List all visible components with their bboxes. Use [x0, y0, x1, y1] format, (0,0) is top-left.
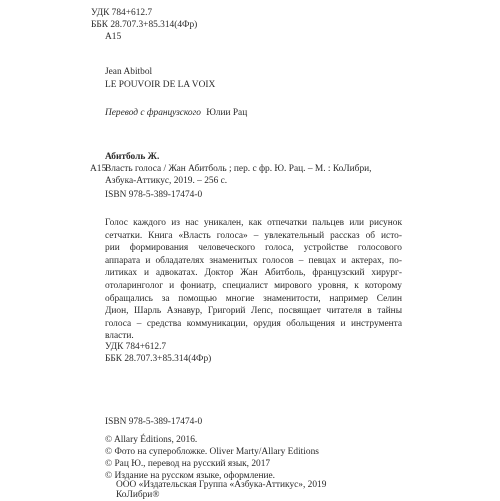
original-author: Jean Abitbol	[105, 67, 153, 77]
header-bbk: ББК 28.707.3+85.314(4Фр)	[91, 20, 198, 30]
catalog-author-heading: Абитболь Ж.	[105, 152, 160, 162]
translation-prefix: Перевод с французского	[105, 108, 201, 118]
annotation-line: власти.	[105, 331, 134, 342]
annotation-line: аппарата и обладателях знаменитых голосов – певцах и актерах, по-	[105, 255, 402, 266]
annotation-line: голоса – средства коммуникации, орудия обольщения и инструмента	[105, 318, 402, 329]
copyright-line: © Рац Ю., перевод на русский язык, 2017	[105, 459, 271, 469]
classification-bbk: ББК 28.707.3+85.314(4Фр)	[105, 354, 212, 364]
annotation-line: рии формирования человеческого голоса, устройстве голосового	[105, 243, 402, 254]
annotation-line: Голос каждого из нас уникален, как отпечатки пальцев или рисунок	[105, 218, 402, 228]
classification-udk: УДК 784+612.7	[105, 342, 167, 352]
header-udk: УДК 784+612.7	[91, 8, 153, 18]
original-title: LE POUVOIR DE LA VOIX	[105, 80, 216, 90]
annotation-line: литиках и адвокатах. Доктор Жан Абитболь, французский хирург-	[105, 268, 402, 279]
copyright-line: КоЛибри®	[116, 490, 160, 500]
translator-name: Юлии Рац	[206, 108, 248, 118]
footer-isbn: ISBN 978-5-389-17474-0	[105, 417, 203, 427]
annotation-line: отоларинголог и фониатр, специалист мирового уровня, к которому	[105, 280, 402, 291]
copyright-line: ООО «Издательская Группа «Азбука-Аттикус», 2019	[116, 480, 327, 490]
catalog-entry-line2: Азбука-Аттикус, 2019. – 256 с.	[105, 176, 228, 186]
copyright-line: © Издание на русском языке, оформление.	[105, 471, 275, 481]
catalog-isbn: ISBN 978-5-389-17474-0	[105, 190, 203, 200]
header-code: А15	[105, 32, 122, 42]
copyright-line: © Allary Éditions, 2016.	[105, 435, 198, 445]
annotation-line: Дион, Шарль Азнавур, Григорий Лепс, посвящает читателя в тайны	[105, 306, 402, 317]
catalog-entry-line1: Власть голоса / Жан Абитболь ; пер. с фр. Ю. Рац. – М. : КоЛибри,	[105, 164, 372, 174]
annotation-paragraph	[105, 217, 402, 343]
annotation-line: сетчатки. Книга «Власть голоса» – увлекательный рассказ об исто-	[105, 230, 402, 241]
annotation-line: обращались за помощью многие знаменитости, например Селин	[105, 293, 402, 304]
catalog-code: А15	[90, 164, 107, 174]
copyright-line: © Фото на суперобложке. Oliver Marty/Allary Editions	[105, 447, 319, 457]
translation-credit	[105, 107, 247, 119]
